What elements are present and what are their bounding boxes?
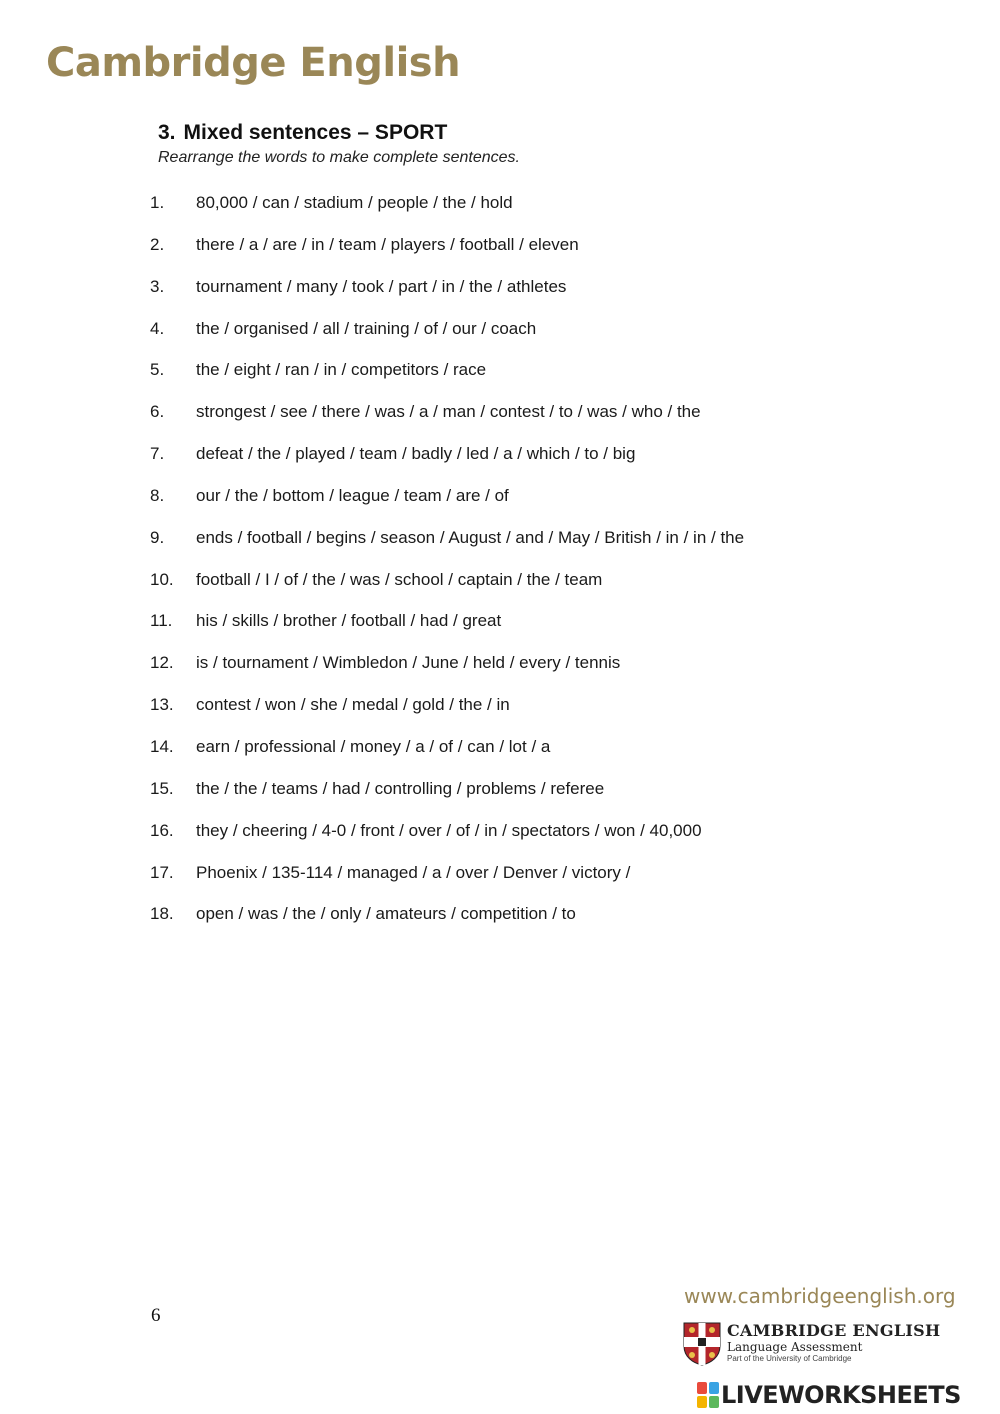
sentence-number: 13. bbox=[150, 695, 174, 715]
sentence-item bbox=[150, 569, 744, 611]
liveworksheets-text: LIVEWORKSHEETS bbox=[721, 1381, 961, 1409]
sentence-words: contest / won / she / medal / gold / the / in bbox=[196, 695, 510, 715]
sentence-number: 11. bbox=[150, 611, 173, 631]
sentence-words: football / I / of / the / was / school / captain / the / team bbox=[196, 569, 603, 589]
sentence-item bbox=[150, 276, 744, 318]
sentence-item bbox=[150, 359, 744, 401]
logo-name: CAMBRIDGE ENGLISH bbox=[727, 1321, 941, 1340]
exercise-number: 3. bbox=[158, 121, 176, 144]
sentence-number: 6. bbox=[150, 402, 165, 422]
sentence-item bbox=[150, 652, 744, 694]
logo-subtitle: Language Assessment bbox=[727, 1340, 863, 1354]
sentence-words: open / was / the / only / amateurs / competition / to bbox=[196, 904, 576, 924]
liveworksheets-watermark bbox=[697, 1380, 997, 1410]
sentence-number: 8. bbox=[150, 485, 165, 505]
sentence-number: 18. bbox=[150, 904, 174, 924]
sentence-words: the / the / teams / had / controlling / problems / referee bbox=[196, 778, 605, 798]
sentence-words: defeat / the / played / team / badly / led / a / which / to / big bbox=[196, 444, 636, 464]
sentence-item bbox=[150, 318, 744, 360]
page-number: 6 bbox=[151, 1305, 161, 1326]
sentence-words: Phoenix / 135-114 / managed / a / over / Denver / victory / bbox=[196, 862, 631, 882]
sentence-item bbox=[150, 610, 744, 652]
sentence-words: the / organised / all / training / of / our / coach bbox=[196, 318, 537, 338]
sentence-item bbox=[150, 443, 744, 485]
sentence-item bbox=[150, 485, 744, 527]
brand-logo: Cambridge English bbox=[46, 40, 461, 86]
sentence-item bbox=[150, 778, 744, 820]
sentence-words: strongest / see / there / was / a / man / contest / to / was / who / the bbox=[196, 402, 701, 422]
cambridge-shield-icon bbox=[683, 1322, 721, 1366]
logo-small-print: Part of the University of Cambridge bbox=[727, 1354, 852, 1363]
sentence-words: is / tournament / Wimbledon / June / held / every / tennis bbox=[196, 653, 621, 673]
sentence-number: 3. bbox=[150, 276, 165, 296]
cambridge-assessment-logo bbox=[683, 1322, 973, 1370]
sentence-words: tournament / many / took / part / in / the / athletes bbox=[196, 276, 567, 296]
exercise-title bbox=[158, 121, 447, 145]
liveworksheets-icon bbox=[697, 1382, 719, 1408]
sentence-number: 7. bbox=[150, 444, 165, 464]
sentence-number: 4. bbox=[150, 318, 165, 338]
sentence-words: 80,000 / can / stadium / people / the / hold bbox=[196, 193, 513, 212]
sentence-number: 9. bbox=[150, 527, 165, 547]
sentence-item bbox=[150, 820, 744, 862]
exercise-title-text: Mixed sentences – SPORT bbox=[183, 121, 448, 144]
sentence-words: there / a / are / in / team / players / football / eleven bbox=[196, 234, 579, 254]
sentence-number: 15. bbox=[150, 778, 174, 798]
sentence-number: 17. bbox=[150, 862, 174, 882]
sentence-words: earn / professional / money / a / of / can / lot / a bbox=[196, 736, 551, 756]
sentence-words: our / the / bottom / league / team / are / of bbox=[196, 485, 509, 505]
sentence-words: ends / football / begins / season / August / and / May / British / in / in / the bbox=[196, 527, 745, 547]
sentence-words: they / cheering / 4-0 / front / over / of / in / spectators / won / 40,000 bbox=[196, 820, 702, 840]
sentence-number: 14. bbox=[150, 736, 174, 756]
sentence-item bbox=[150, 401, 744, 443]
sentence-item bbox=[150, 234, 744, 276]
sentence-list bbox=[150, 192, 744, 945]
website-link[interactable]: www.cambridgeenglish.org bbox=[684, 1284, 956, 1308]
sentence-number: 1. bbox=[150, 193, 165, 212]
sentence-item bbox=[150, 694, 744, 736]
sentence-item bbox=[150, 862, 744, 904]
exercise-instructions: Rearrange the words to make complete sentences. bbox=[158, 149, 520, 166]
sentence-number: 2. bbox=[150, 234, 165, 254]
sentence-item bbox=[150, 527, 744, 569]
sentence-number: 10. bbox=[150, 569, 174, 589]
sentence-item bbox=[150, 736, 744, 778]
sentence-number: 12. bbox=[150, 653, 174, 673]
sentence-number: 16. bbox=[150, 820, 174, 840]
sentence-item bbox=[150, 903, 744, 945]
sentence-item bbox=[150, 192, 744, 234]
sentence-words: the / eight / ran / in / competitors / race bbox=[196, 360, 487, 380]
sentence-number: 5. bbox=[150, 360, 165, 380]
sentence-words: his / skills / brother / football / had / great bbox=[196, 611, 502, 631]
